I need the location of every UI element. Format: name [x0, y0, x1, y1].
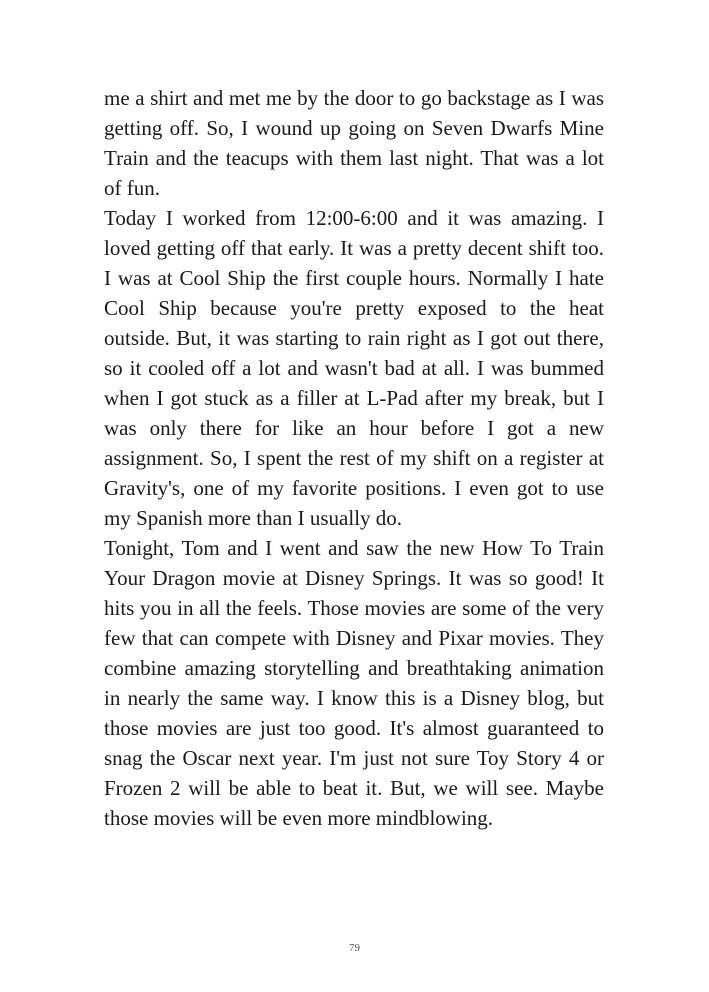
paragraph: Today I worked from 12:00-6:00 and it was amazing. I loved getting off that early. It was a pretty decent shift too. I was at Cool Ship the first couple hours. Normally I hate Cool Ship because you're pretty exposed to the heat outside. But, it was starting to rain right as I got out there, so it cooled off a lot and wasn't bad at all. I was bummed when I got stuck as a filler at L-Pad after my break, but I was only there for like an hour before I got a new assignment. So, I spent the rest of my shift on a register at Gravity's, one of my favorite positions. I even got to use my Spanish more than I usually do. [104, 206, 604, 530]
paragraph: me a shirt and met me by the door to go backstage as I was getting off. So, I wound up going on Seven Dwarfs Mine Train and the teacups with them last night. That was a lot of fun. [104, 86, 604, 200]
page-number: 79 [349, 942, 360, 954]
paragraph: Tonight, Tom and I went and saw the new How To Train Your Dragon movie at Disney Springs. It was so good! It hits you in all the feels. Those movies are some of the very few that can compete with Disney and Pixar movies. They combine amazing storytelling and breathtaking animation in nearly the same way. I know this is a Disney blog, but those movies are just too good. It's almost guaranteed to snag the Oscar next year. I'm just not sure Toy Story 4 or Frozen 2 will be able to beat it. But, we will see. Maybe those movies will be even more mindblowing. [104, 536, 604, 830]
body-text [104, 83, 604, 833]
